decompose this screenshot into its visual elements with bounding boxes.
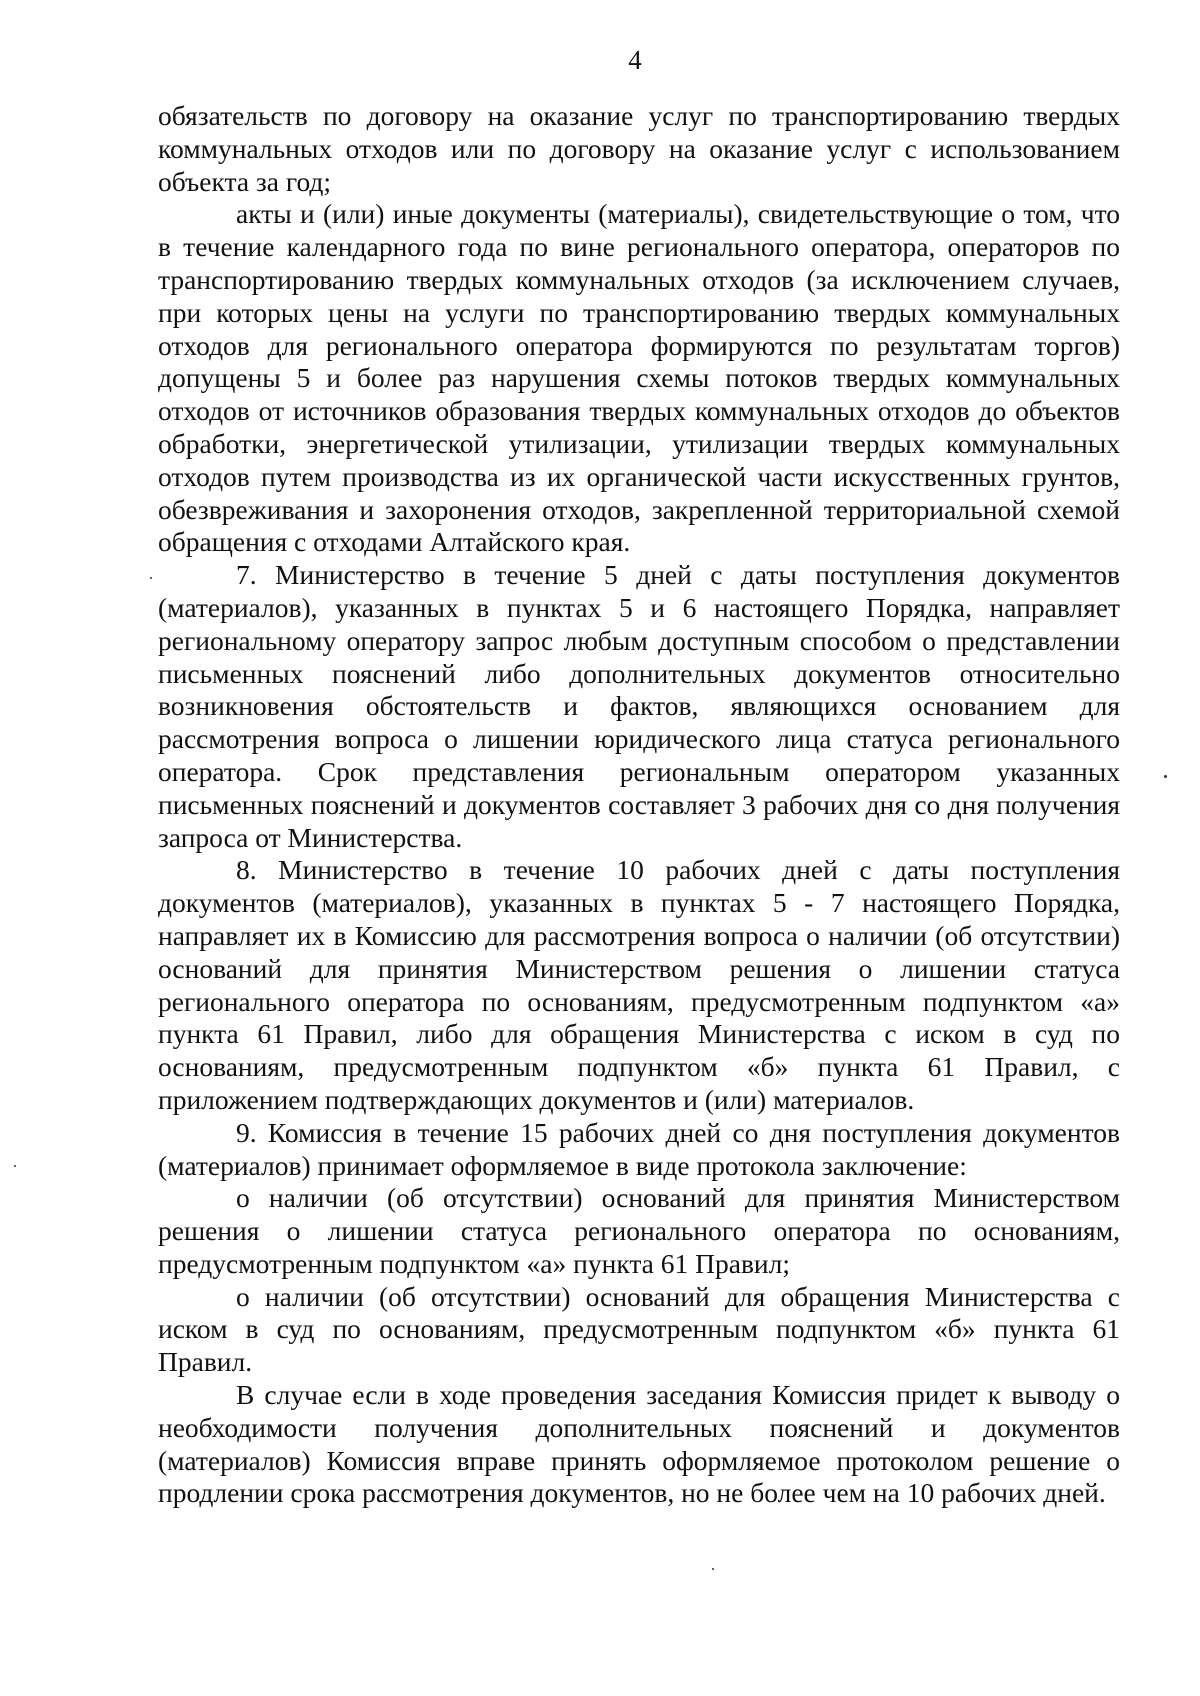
paragraph-violation-acts: акты и (или) иные документы (материалы), свидетельствующие о том, что в течение календарного года по вине регионального оператора, операторов по транспортированию твердых коммунальных отходов (за исключением случаев, при которых цены на услуги по транспортированию твердых коммунальных отходов для регионального оператора формируются по результатам торгов) допущены 5 и более раз нарушения схемы потоков твердых коммунальных отходов от источников образования твердых коммунальных отходов до объектов обработки, энергетической утилизации, утилизации твердых коммунальных отходов путем производства из их органической части искусственных грунтов, обезвреживания и захоронения отходов, закрепленной территориальной схемой обращения с отходами Алтайского края.: [158, 198, 1120, 558]
paragraph-item-8: 8. Министерство в течение 10 рабочих дней с даты поступления документов (материалов), указанных в пунктах 5 - 7 настоящего Порядка, направляет их в Комиссию для рассмотрения вопроса о наличии (об отсутствии) оснований для принятия Министерством решения о лишении статуса регионального оператора по основаниям, предусмотренным подпунктом «а» пункта 61 Правил, либо для обращения Министерства с иском в суд по основаниям, предусмотренным подпунктом «б» пункта 61 Правил, с приложением подтверждающих документов и (или) материалов.: [158, 854, 1120, 1115]
paragraph-obligations-tail: обязательств по договору на оказание услуг по транспортированию твердых коммунальных отходов или по договору на оказание услуг с использованием объекта за год;: [158, 100, 1120, 197]
paragraph-conclusion-a: о наличии (об отсутствии) оснований для принятия Министерством решения о лишении статуса регионального оператора по основаниям, предусмотренным подпунктом «а» пункта 61 Правил;: [158, 1182, 1120, 1279]
paragraph-item-9: 9. Комиссия в течение 15 рабочих дней со дня поступления документов (материалов) принимает оформляемое в виде протокола заключение:: [158, 1116, 1120, 1181]
paragraph-item-7: 7. Министерство в течение 5 дней с даты поступления документов (материалов), указанных в пунктах 5 и 6 настоящего Порядка, направляет региональному оператору запрос любым доступным способом о представлении письменных пояснений либо дополнительных документов относительно возникновения обстоятельств и фактов, являющихся основанием для рассмотрения вопроса о лишении юридического лица статуса регионального оператора. Срок представления региональным оператором указанных письменных пояснений и документов составляет 3 рабочих дня со дня получения запроса от Министерства.: [158, 559, 1120, 853]
page-number: 4: [628, 45, 642, 75]
document-body: [158, 100, 1120, 1510]
scan-speck: [1164, 775, 1167, 778]
scan-speck: [712, 1568, 714, 1570]
scan-speck: [150, 577, 152, 579]
scan-speck: [14, 1165, 16, 1167]
paragraph-extension: В случае если в ходе проведения заседания Комиссия придет к выводу о необходимости получения дополнительных пояснений и документов (материалов) Комиссия вправе принять оформляемое протоколом решение о продлении срока рассмотрения документов, но не более чем на 10 рабочих дней.: [158, 1379, 1120, 1509]
paragraph-conclusion-b: о наличии (об отсутствии) оснований для обращения Министерства с иском в суд по основаниям, предусмотренным подпунктом «б» пункта 61 Правил.: [158, 1280, 1120, 1378]
